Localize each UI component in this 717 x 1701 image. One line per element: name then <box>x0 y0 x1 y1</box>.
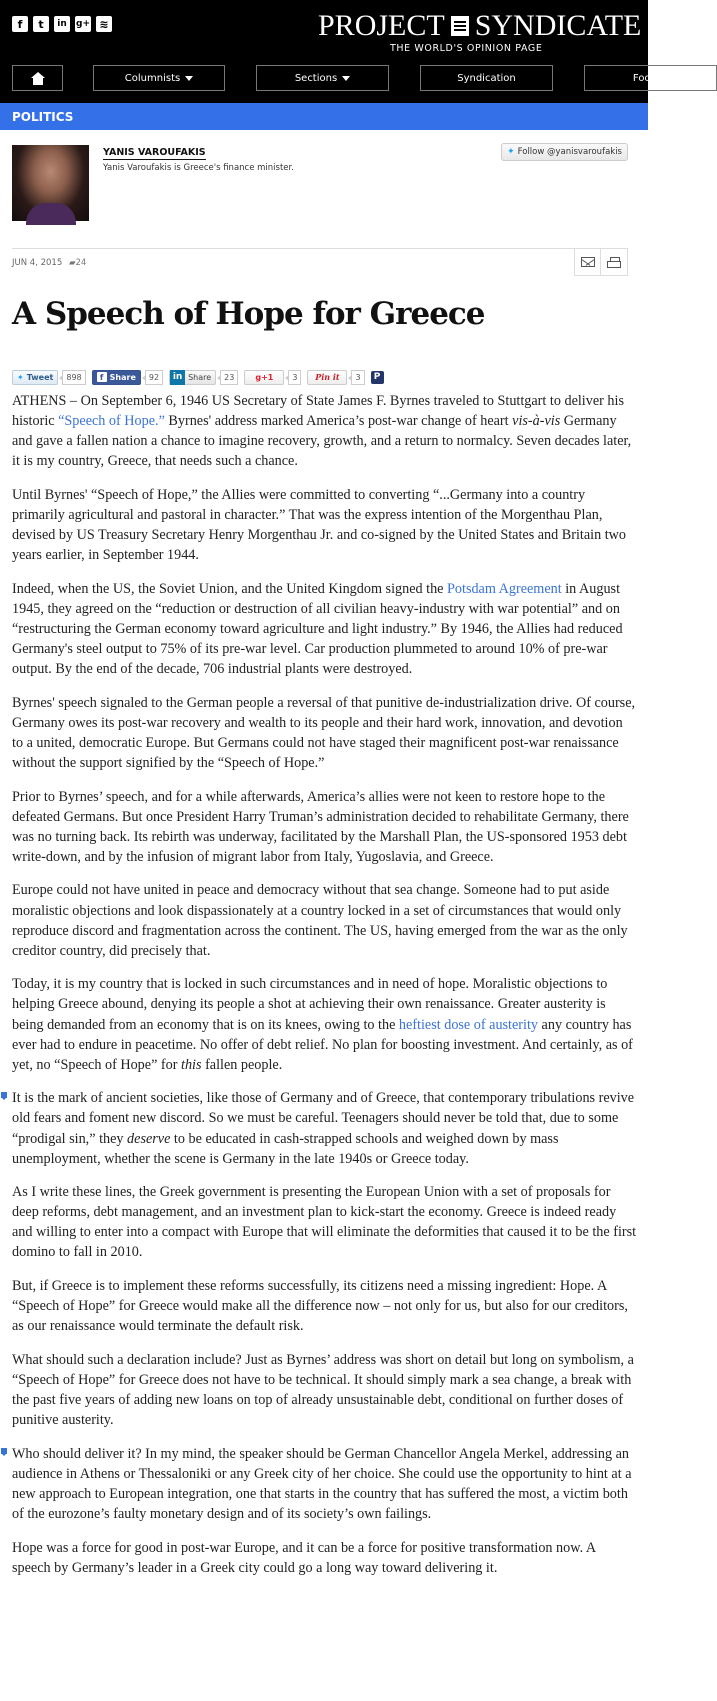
article-paragraph: What should such a declaration include? Just as Byrnes’ address was short on detail but long on symbolism, a “Speech of Hope” for Greece does not have to be technical. It should simply mark a sea change, a break with the past five years of adding new loans on top of already unsustainable debt, conditional on further doses of punitive austerity. <box>12 1351 634 1429</box>
pinterest-count: 3 <box>351 370 364 385</box>
article-paragraph <box>12 1444 637 1524</box>
twitter-icon: ✦ <box>17 372 24 382</box>
facebook-count: 92 <box>145 370 163 385</box>
pocket-icon: P <box>373 372 381 382</box>
article-paragraph <box>12 579 637 679</box>
paragraph-text: Indeed, when the US, the Soviet Union, and the United Kingdom signed the <box>12 580 448 597</box>
email-button[interactable] <box>574 249 601 276</box>
nav-syndication[interactable] <box>420 65 553 91</box>
nav-focal-points[interactable] <box>584 65 717 91</box>
logo-mark-icon <box>451 16 469 36</box>
nav-sections-label: Sections <box>294 72 338 84</box>
comment-marker-icon[interactable] <box>1 1092 7 1098</box>
site-logo[interactable] <box>318 10 641 42</box>
paragraph-text: any country has ever had to endure in peacetime. No offer of debt relief. No plan for boosting investment. And certainly, as of yet, no “Speech of Hope” for <box>12 1016 633 1073</box>
home-icon <box>31 72 45 85</box>
author-name-link[interactable]: YANIS VAROUFAKIS <box>103 147 206 158</box>
facebook-icon: f <box>97 372 107 382</box>
rss-icon[interactable]: ≋ <box>96 16 112 32</box>
caret-down-icon <box>185 76 193 81</box>
facebook-share-button[interactable] <box>92 370 141 385</box>
article-paragraph: Prior to Byrnes’ speech, and for a while afterwards, America’s allies were not keen to restore hope to the defeated Germans. But once President Harry Truman’s administration decided to rehabilitate Germany, there was no turning back. Its rebirth was underway, facilitated by the Marshall Plan, the US-sponsored 1953 debt write-down, and by the infusion of migrant labor from Italy, Yugoslavia, and Greece. <box>12 788 629 865</box>
google-plus-icon[interactable]: g+ <box>75 16 91 32</box>
emphasis-text: this <box>181 1056 202 1073</box>
printer-icon <box>607 257 621 268</box>
fb-share-label: Share <box>109 372 136 382</box>
article-paragraph: Until Byrnes' “Speech of Hope,” the Allies were committed to converting “...Germany into a country primarily agricultural and pastoral in character.” That was the express intention of the Morgenthau Plan, devised by US Treasury Secretary Henry Morgenthau Jr. and co-signed by the United States and Britain two years earlier, in September 1944. <box>12 486 627 564</box>
heftiest-austerity-link[interactable]: heftiest dose of austerity <box>398 1016 538 1033</box>
article-paragraph: But, if Greece is to implement these reforms successfully, its citizens need a missing ingredient: Hope. A “Speech of Hope” for Greece would make all the difference now – not only for us, but also for our creditors, as our renaissance would terminate the default risk. <box>12 1278 628 1335</box>
section-bar[interactable] <box>0 103 648 130</box>
publish-date: JUN 4, 2015 <box>12 258 63 268</box>
nav-sections[interactable] <box>256 65 389 91</box>
potsdam-agreement-link[interactable]: Potsdam Agreement <box>447 580 562 597</box>
comment-icon: ▰ <box>68 258 76 268</box>
linkedin-share-button[interactable] <box>169 370 216 385</box>
google-plus-button[interactable] <box>244 370 284 385</box>
comment-marker-icon[interactable] <box>1 1448 7 1454</box>
tweet-button[interactable] <box>12 370 58 385</box>
article-paragraph: Byrnes' speech signaled to the German people a reversal of that punitive de-industrialization drive. Of course, Germany owes its post-war recovery and wealth to its people and their hard work, innovation, and devotion to a united, democratic Europe. But Germans could not have staged their magnificent post-war renaissance without the support signified by the “Speech of Hope.” <box>12 694 636 771</box>
article-title: A Speech of Hope for Greece <box>12 296 485 332</box>
pin-label: Pin it <box>315 372 340 382</box>
nav-home-button[interactable] <box>12 65 63 91</box>
site-header <box>0 0 669 103</box>
tweet-label: Tweet <box>26 372 54 382</box>
article-paragraph: Hope was a force for good in post-war Europe, and it can be a force for positive transformation now. A speech by Germany’s leader in a Greek city could go a long way toward delivering it. <box>12 1539 596 1576</box>
nav-focal-label: Focal P <box>632 72 669 84</box>
twitter-icon[interactable]: t <box>33 16 49 32</box>
author-photo[interactable] <box>12 145 89 221</box>
pinterest-button[interactable] <box>307 370 347 385</box>
paragraph-text: It is the mark of ancient societies, like those of Germany and of Greece, that contemporary tribulations revive old fears and foment new discord. So we must be careful. Teenagers should never be told that, due to some “prodigal sin,” they <box>12 1090 635 1147</box>
emphasis-text: deserve <box>127 1130 171 1147</box>
paragraph-text: Byrnes' address marked America’s post-war change of heart <box>164 413 513 430</box>
paragraph-text: to be educated in cash-strapped schools and weighed down by mass unemployment, whether the scene is Germany in the late 1940s or Greece today. <box>12 1130 559 1167</box>
emphasis-text: vis-à-vis <box>512 413 561 430</box>
speech-of-hope-link[interactable]: “Speech of Hope.” <box>58 413 165 430</box>
paragraph-text: Germany and gave a fallen nation a chance to imagine recovery, growth, and a return to normalcy. Seven decades later, it is my country, Greece, that needs such a chance. <box>12 413 632 470</box>
article-paragraph: As I write these lines, the Greek government is presenting the European Union with a set of proposals for deep reforms, debt management, and an investment plan to kick-start the economy. Greece is indeed ready and willing to enter into a compact with Europe that will eliminate the deformities that caused it to be the first domino to fall in 2010. <box>12 1184 637 1261</box>
social-links <box>12 16 112 32</box>
gplus-label: g+1 <box>255 372 274 382</box>
li-share-label: Share <box>188 372 212 382</box>
comment-count: 24 <box>75 258 87 268</box>
article-tools <box>574 249 628 276</box>
linkedin-icon[interactable]: in <box>54 16 70 32</box>
comments-link[interactable] <box>69 258 86 268</box>
article-date <box>12 258 86 268</box>
tweet-count: 898 <box>62 370 85 385</box>
nav-columnists-label: Columnists <box>124 72 181 84</box>
nav-syndication-label: Syndication <box>457 72 516 84</box>
logo-text-project: PROJECT <box>318 9 445 42</box>
paragraph-text: Who should deliver it? In my mind, the speaker should be German Chancellor Angela Merkel, addressing an audience in Athens or Thessaloniki or any Greek city of her choice. She could use the opportunity to hint at a new approach to European integration, one that starts in the country that has suffered the most, a victim both of the eurozone’s faulty monetary design and of its society’s own failings. <box>12 1445 632 1522</box>
print-button[interactable] <box>601 249 628 276</box>
twitter-follow-button[interactable] <box>501 143 628 161</box>
paragraph-text: ATHENS – On September 6, 1946 US Secretary of State James F. Byrnes traveled to Stuttgart to deliver his historic <box>12 393 624 430</box>
linkedin-count: 23 <box>220 370 238 385</box>
author-bio: Yanis Varoufakis is Greece's finance minister. <box>103 163 294 173</box>
envelope-icon <box>581 257 595 267</box>
linkedin-icon: in <box>170 370 185 385</box>
twitter-bird-icon: ✦ <box>507 147 515 157</box>
paragraph-text: fallen people. <box>201 1056 283 1073</box>
share-bar <box>12 369 648 385</box>
article-paragraph <box>12 1088 637 1168</box>
nav-columnists[interactable] <box>93 65 225 91</box>
article-paragraph <box>12 391 637 471</box>
logo-text-syndicate: SYNDICATE <box>474 9 642 42</box>
facebook-icon[interactable]: f <box>12 16 28 32</box>
section-label: POLITICS <box>12 109 74 124</box>
caret-down-icon <box>342 76 350 81</box>
follow-label: Follow @yanisvaroufakis <box>517 147 622 157</box>
paragraph-text: in August 1945, they agreed on the “reduction or destruction of all civilian heavy-industry with war potential” and on “restructuring the German economy toward agriculture and light industry.” By 1946, the Allies had reduced Germany's steel output to 75% of its pre-war level. Car production plummeted to around 10% of pre-war output. By the end of the decade, 706 industrial plants were destroyed. <box>12 580 623 678</box>
pocket-button[interactable] <box>371 371 384 384</box>
article-body <box>12 391 637 1578</box>
article-meta <box>12 248 628 284</box>
paragraph-text: Today, it is my country that is locked in such circumstances and in need of hope. Moralistic objections to helping Greece abound, denying its people a shot at achieving their own renaissance. Greater austerity is being demanded from an economy that is on its knees, owing to the <box>12 976 608 1033</box>
article-paragraph: Europe could not have united in peace and democracy without that sea change. Someone had to put aside moralistic objections and look dispassionately at a country locked in a set of circumstances that would only reproduce discord and fragmentation across the continent. The US, having emerged from the war as the only creditor country, did precisely that. <box>12 882 628 959</box>
article-paragraph <box>12 974 637 1074</box>
site-tagline: THE WORLD'S OPINION PAGE <box>390 43 543 54</box>
google-plus-count: 3 <box>288 370 301 385</box>
author-box <box>0 130 648 245</box>
